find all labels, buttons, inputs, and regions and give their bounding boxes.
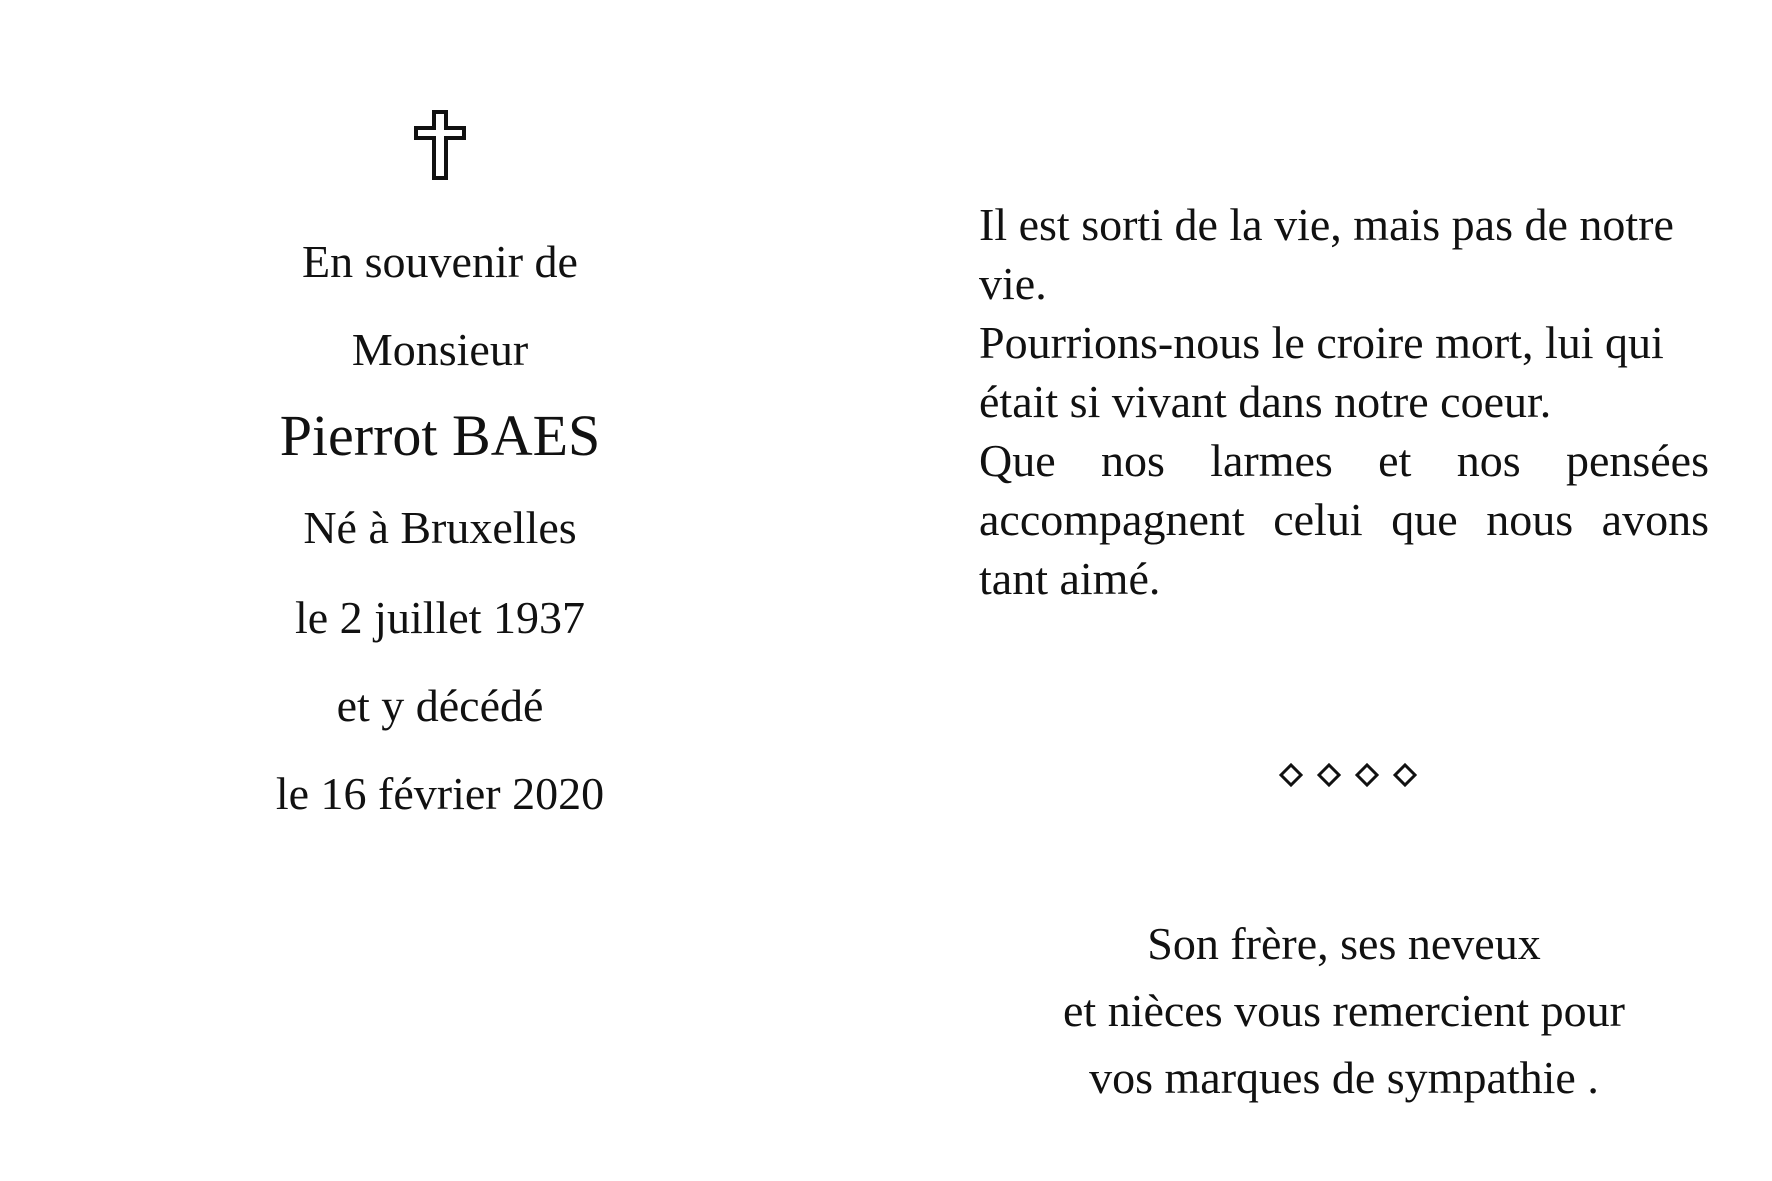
thanks-line-3: vos marques de sympathie . (1089, 1052, 1599, 1103)
death-date-text: le 16 février 2020 (275, 768, 605, 819)
poem-line-2: Pourrions-nous le croire mort, lui qui était si vivant dans notre coeur. (979, 317, 1664, 427)
death-place-text: et y décédé (336, 680, 544, 731)
poem-line-3: Que nos larmes et nos pensées accompagnent celui que nous avons tant aimé. (979, 435, 1709, 604)
thanks-message (979, 910, 1709, 1111)
title-text: Monsieur (351, 324, 529, 375)
latin-cross-icon (410, 110, 470, 182)
diamond-ornament-icon (979, 755, 1709, 795)
poem (979, 195, 1709, 608)
birth-place-text: Né à Bruxelles (303, 502, 577, 553)
thanks-line-1: Son frère, ses neveux (1147, 918, 1541, 969)
thanks-line-2: et nièces vous remercient pour (1063, 985, 1625, 1036)
left-panel (230, 110, 650, 819)
deceased-name: Pierrot BAES (279, 403, 601, 468)
in-memory-text: En souvenir de (302, 236, 578, 287)
birth-date-text: le 2 juillet 1937 (294, 592, 585, 643)
poem-line-1: Il est sorti de la vie, mais pas de notre vie. (979, 199, 1674, 309)
right-panel (979, 195, 1709, 1103)
